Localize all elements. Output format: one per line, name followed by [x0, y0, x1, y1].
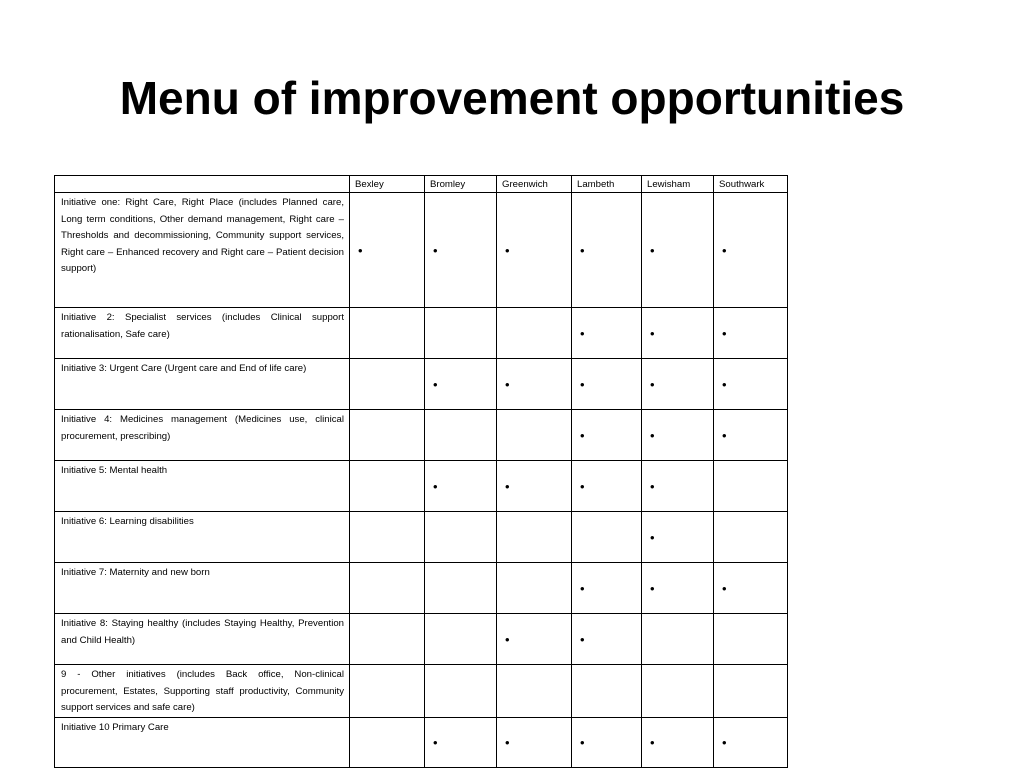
mark-cell	[350, 563, 425, 614]
header-blank	[55, 176, 350, 193]
mark-cell	[425, 717, 497, 767]
column-header: Bromley	[425, 176, 497, 193]
mark-cell	[572, 717, 642, 767]
mark-cell	[642, 512, 714, 563]
mark-cell	[714, 563, 788, 614]
mark-cell	[714, 308, 788, 359]
mark-cell	[350, 461, 425, 512]
table-row	[55, 563, 788, 614]
mark-cell	[497, 193, 572, 308]
bullet-mark: •	[650, 427, 655, 443]
mark-cell	[497, 563, 572, 614]
mark-cell	[642, 410, 714, 461]
mark-cell	[714, 193, 788, 308]
bullet-mark: •	[650, 325, 655, 341]
initiative-label: Initiative 5: Mental health	[55, 461, 350, 512]
bullet-mark: •	[580, 325, 585, 341]
mark-cell	[572, 614, 642, 665]
initiative-label: Initiative 10 Primary Care	[55, 717, 350, 767]
mark-cell	[425, 410, 497, 461]
initiative-label: 9 - Other initiatives (includes Back office, Non-clinical procurement, Estates, Supporting staff productivity, Community support services and safe care)	[55, 665, 350, 718]
mark-cell	[642, 717, 714, 767]
bullet-mark: •	[722, 376, 727, 392]
mark-cell	[350, 308, 425, 359]
bullet-mark: •	[505, 242, 510, 258]
bullet-mark: •	[358, 242, 363, 258]
header-row	[55, 176, 788, 193]
bullet-mark: •	[580, 734, 585, 750]
initiative-label: Initiative 2: Specialist services (includes Clinical support rationalisation, Safe care)	[55, 308, 350, 359]
mark-cell	[497, 665, 572, 718]
initiative-label: Initiative 8: Staying healthy (includes Staying Healthy, Prevention and Child Health)	[55, 614, 350, 665]
mark-cell	[497, 614, 572, 665]
column-header: Bexley	[350, 176, 425, 193]
mark-cell	[425, 563, 497, 614]
mark-cell	[350, 665, 425, 718]
table-row	[55, 614, 788, 665]
bullet-mark: •	[505, 631, 510, 647]
mark-cell	[642, 461, 714, 512]
initiative-label: Initiative 4: Medicines management (Medicines use, clinical procurement, prescribing)	[55, 410, 350, 461]
bullet-mark: •	[650, 376, 655, 392]
mark-cell	[714, 359, 788, 410]
mark-cell	[714, 717, 788, 767]
bullet-mark: •	[580, 631, 585, 647]
table-row	[55, 193, 788, 308]
initiative-label: Initiative 7: Maternity and new born	[55, 563, 350, 614]
mark-cell	[350, 410, 425, 461]
bullet-mark: •	[433, 478, 438, 494]
mark-cell	[714, 410, 788, 461]
mark-cell	[572, 665, 642, 718]
bullet-mark: •	[722, 734, 727, 750]
mark-cell	[642, 193, 714, 308]
mark-cell	[497, 461, 572, 512]
mark-cell	[714, 665, 788, 718]
bullet-mark: •	[722, 580, 727, 596]
mark-cell	[642, 359, 714, 410]
bullet-mark: •	[580, 580, 585, 596]
table-row	[55, 410, 788, 461]
bullet-mark: •	[580, 376, 585, 392]
bullet-mark: •	[722, 427, 727, 443]
mark-cell	[425, 512, 497, 563]
bullet-mark: •	[722, 242, 727, 258]
bullet-mark: •	[650, 529, 655, 545]
mark-cell	[714, 512, 788, 563]
bullet-mark: •	[433, 376, 438, 392]
bullet-mark: •	[505, 734, 510, 750]
slide-title: Menu of improvement opportunities	[119, 72, 905, 124]
mark-cell	[425, 193, 497, 308]
mark-cell	[350, 512, 425, 563]
initiative-label: Initiative 3: Urgent Care (Urgent care and End of life care)	[55, 359, 350, 410]
column-header: Greenwich	[497, 176, 572, 193]
mark-cell	[425, 665, 497, 718]
bullet-mark: •	[580, 242, 585, 258]
bullet-mark: •	[433, 734, 438, 750]
mark-cell	[642, 308, 714, 359]
bullet-mark: •	[650, 242, 655, 258]
initiative-label: Initiative one: Right Care, Right Place (includes Planned care, Long term conditions, Other demand management, Right care – Thresholds and decommissioning, Community support services, Right care – Enhanced recovery and Right care – Patient decision support)	[55, 193, 350, 308]
table-row	[55, 665, 788, 718]
mark-cell	[714, 614, 788, 665]
mark-cell	[350, 359, 425, 410]
mark-cell	[714, 461, 788, 512]
bullet-mark: •	[650, 580, 655, 596]
initiatives-table	[54, 175, 788, 768]
bullet-mark: •	[722, 325, 727, 341]
mark-cell	[497, 512, 572, 563]
mark-cell	[572, 359, 642, 410]
bullet-mark: •	[580, 478, 585, 494]
table-row	[55, 359, 788, 410]
mark-cell	[425, 461, 497, 512]
table-row	[55, 308, 788, 359]
mark-cell	[497, 717, 572, 767]
mark-cell	[642, 665, 714, 718]
bullet-mark: •	[433, 242, 438, 258]
mark-cell	[572, 563, 642, 614]
column-header: Southwark	[714, 176, 788, 193]
mark-cell	[572, 308, 642, 359]
initiative-label: Initiative 6: Learning disabilities	[55, 512, 350, 563]
bullet-mark: •	[650, 478, 655, 494]
mark-cell	[572, 512, 642, 563]
table-row	[55, 461, 788, 512]
bullet-mark: •	[505, 376, 510, 392]
mark-cell	[572, 193, 642, 308]
mark-cell	[425, 614, 497, 665]
mark-cell	[350, 717, 425, 767]
table-row	[55, 717, 788, 767]
mark-cell	[497, 410, 572, 461]
mark-cell	[350, 193, 425, 308]
column-header: Lewisham	[642, 176, 714, 193]
bullet-mark: •	[580, 427, 585, 443]
bullet-mark: •	[505, 478, 510, 494]
mark-cell	[497, 308, 572, 359]
mark-cell	[350, 614, 425, 665]
mark-cell	[642, 614, 714, 665]
mark-cell	[497, 359, 572, 410]
table-row	[55, 512, 788, 563]
column-header: Lambeth	[572, 176, 642, 193]
mark-cell	[425, 359, 497, 410]
mark-cell	[572, 410, 642, 461]
mark-cell	[642, 563, 714, 614]
bullet-mark: •	[650, 734, 655, 750]
mark-cell	[572, 461, 642, 512]
mark-cell	[425, 308, 497, 359]
